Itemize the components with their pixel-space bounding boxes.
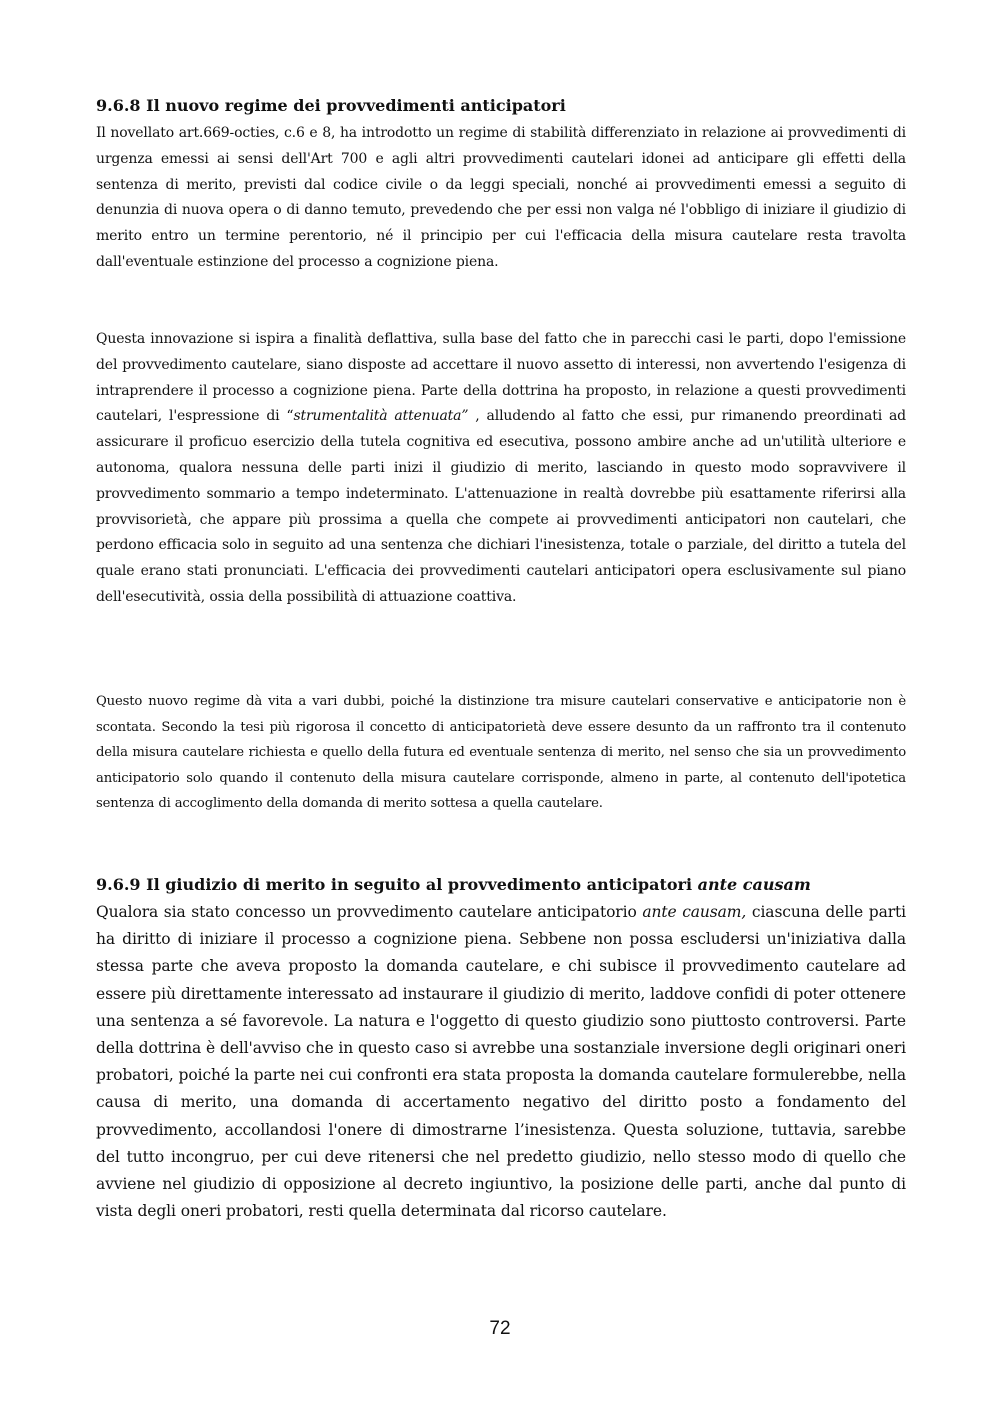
section-heading-9-6-9 bbox=[96, 875, 906, 895]
heading-italic: ante causam bbox=[697, 875, 811, 894]
paragraph-merit-judgment bbox=[96, 899, 906, 1225]
paragraph-doubts: Questo nuovo regime dà vita a vari dubbi, poiché la distinzione tra misure cautelari conservative e anticipatorie non è scontata. Secondo la tesi più rigorosa il concetto di anticipatorietà deve essere desunto da un raffronto tra il contenuto della misura cautelare richiesta e quello della futura ed eventuale sentenza di merito, nel senso che sia un provvedimento anticipatorio solo quando il contenuto della misura cautelare corrisponde, almeno in parte, al contenuto dell'ipotetica sentenza di accoglimento della domanda di merito sottesa a quella cautelare. bbox=[96, 694, 906, 812]
paragraph-deflationary-purpose bbox=[96, 327, 906, 611]
heading-text: 9.6.9 Il giudizio di merito in seguito al provvedimento anticipatori bbox=[96, 875, 698, 894]
italic-term: ante causam, bbox=[642, 903, 747, 921]
paragraph-stability-regime: Il novellato art.669-octies, c.6 e 8, ha introdotto un regime di stabilità differenziato in relazione ai provvedimenti di urgenza emessi ai sensi dell'Art 700 e agli altri provvedimenti cautelari idonei ad anticipare gli effetti della sentenza di merito, previsti dal codice civile o da leggi speciali, nonché ai provvedimenti emessi a seguito di denunzia di nuova opera o di danno temuto, prevedendo che per essi non valga né l'obbligo di iniziare il giudizio di merito entro un termine perentorio, né il principio per cui l'efficacia della misura cautelare resta travolta dall'eventuale estinzione del processo a cognizione piena. bbox=[96, 125, 906, 270]
italic-term: strumentalità attenuata” bbox=[293, 408, 469, 425]
paragraph-text: Questa innovazione si ispira a finalità deflattiva, sulla base del fatto che in parecchi casi le parti, dopo l'emissione del provvedimento cautelare, siano disposte ad accettare il nuovo assetto di interessi, non avvertendo l'esigenza di intraprendere il processo a cognizione piena. Parte della dottrina ha proposto, in relazione a questi provvedimenti cautelari, l'espressione di “ bbox=[96, 331, 906, 425]
page-number: 72 bbox=[489, 1318, 511, 1339]
paragraph-text: ciascuna delle parti ha diritto di iniziare il processo a cognizione piena. Sebbene non possa escludersi un'iniziativa dalla stessa parte che aveva proposto la domanda cautelare, e chi subisce il provvedimento cautelare ad essere più direttamente interessato ad instaurare il giudizio di merito, laddove confidi di poter ottenere una sentenza a sé favorevole. La natura e l'oggetto di questo giudizio sono piuttosto controversi. Parte della dottrina è dell'avviso che in questo caso si avrebbe una sostanziale inversione degli originari oneri probatori, poiché la parte nei cui confronti era stata proposta la domanda cautelare formulerebbe, nella causa di merito, una domanda di accertamento negativo del diritto posto a fondamento del provvedimento, accollandosi l'onere di dimostrarne l’inesistenza. Questa soluzione, tuttavia, sarebbe del tutto incongruo, per cui deve ritenersi che nel predetto giudizio, nello stesso modo di quello che avviene nel giudizio di opposizione al decreto ingiuntivo, la posizione delle parti, anche dal punto di vista degli oneri probatori, resti quella determinata dal ricorso cautelare. bbox=[96, 903, 906, 1221]
section-heading-9-6-8: 9.6.8 Il nuovo regime dei provvedimenti anticipatori bbox=[96, 96, 566, 115]
paragraph-text: , alludendo al fatto che essi, pur rimanendo preordinati ad assicurare il proficuo esercizio della tutela cognitiva ed esecutiva, possono ambire anche ad un'utilità ulteriore e autonoma, qualora nessuna delle parti inizi il giudizio di merito, lasciando in questo modo sopravvivere il provvedimento sommario a tempo indeterminato. L'attenuazione in realtà dovrebbe più esattamente riferirsi alla provvisorietà, che appare più prossima a quella che compete ai provvedimenti anticipatori non cautelari, che perdono efficacia solo in seguito ad una sentenza che dichiari l'inesistenza, totale o parziale, del diritto a tutela del quale erano stati pronunciati. L'efficacia dei provvedimenti cautelari anticipatori opera esclusivamente sul piano dell'esecutività, ossia della possibilità di attuazione coattiva. bbox=[96, 408, 906, 605]
paragraph-text: Qualora sia stato concesso un provvedimento cautelare anticipatorio bbox=[96, 903, 643, 921]
